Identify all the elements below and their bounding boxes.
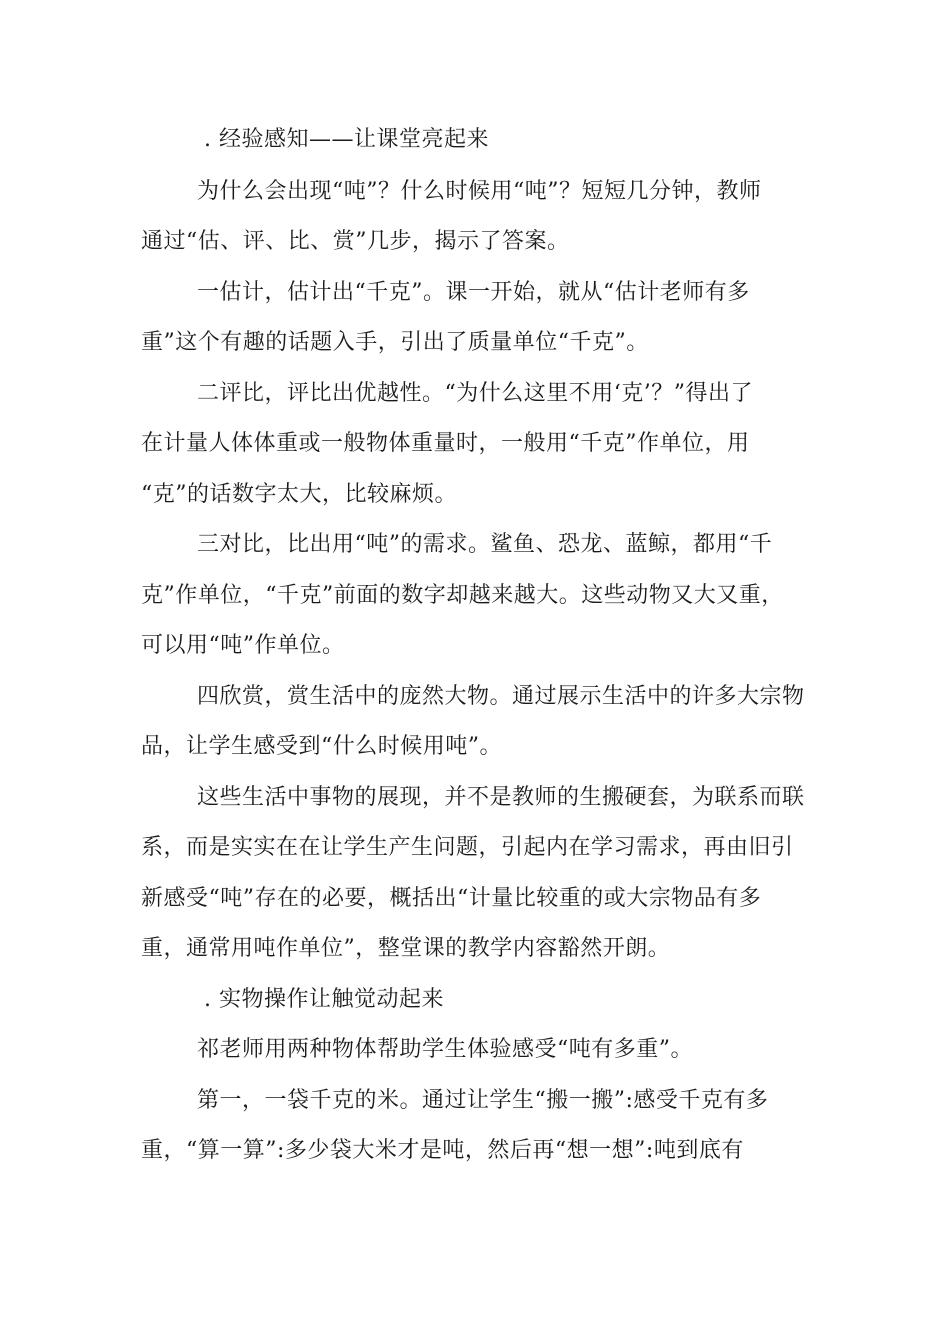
paragraph-line: 四欣赏，赏生活中的庞然大物。通过展示生活中的许多大宗物 <box>197 684 805 709</box>
paragraph-line: 在计量人体体重或一般物体重量时，一般用“千克”作单位，用 <box>141 431 750 456</box>
paragraph-line: 第一，一袋千克的米。通过让学生“搬一搬”:感受千克有多 <box>197 1088 769 1113</box>
paragraph-line: 一估计，估计出“千克”。课一开始，就从“估计老师有多 <box>197 280 750 305</box>
paragraph-line: 这些生活中事物的展现，并不是教师的生搬硬套，为联系而联 <box>197 785 805 810</box>
paragraph-line: 可以用“吨”作单位。 <box>141 633 345 658</box>
heading-experience-perception: . 经验感知——让课堂亮起来 <box>204 127 489 152</box>
paragraph-line: 重，“算一算”:多少袋大米才是吨，然后再“想一想”:吨到底有 <box>141 1138 744 1163</box>
paragraph-line: 新感受“吨”存在的必要，概括出“计量比较重的或大宗物品有多 <box>141 886 762 911</box>
paragraph-line: 为什么会出现“吨”？什么时候用“吨”？短短几分钟，教师 <box>197 179 762 204</box>
paragraph-line: 二评比，评比出优越性。“为什么这里不用‘克’？”得出了 <box>197 381 753 406</box>
paragraph-line: 品，让学生感受到“什么时候用吨”。 <box>141 734 502 759</box>
paragraph-line: 系，而是实实在在让学生产生问题，引起内在学习需求，再由旧引 <box>141 835 794 860</box>
paragraph-line: 克”作单位，“千克”前面的数字却越来越大。这些动物又大又重， <box>141 583 784 608</box>
paragraph-line: 重，通常用吨作单位”，整堂课的教学内容豁然开朗。 <box>141 936 671 961</box>
paragraph-line: 祁老师用两种物体帮助学生体验感受“吨有多重”。 <box>197 1037 693 1062</box>
paragraph-line: “克”的话数字太大，比较麻烦。 <box>141 482 457 507</box>
paragraph-line: 三对比，比出用“吨”的需求。鲨鱼、恐龙、蓝鲸，都用“千 <box>197 532 773 557</box>
paragraph-line: 通过“估、评、比、赏”几步，揭示了答案。 <box>141 229 570 254</box>
paragraph-line: 重”这个有趣的话题入手，引出了质量单位“千克”。 <box>141 330 649 355</box>
heading-physical-operation: . 实物操作让触觉动起来 <box>204 987 444 1012</box>
